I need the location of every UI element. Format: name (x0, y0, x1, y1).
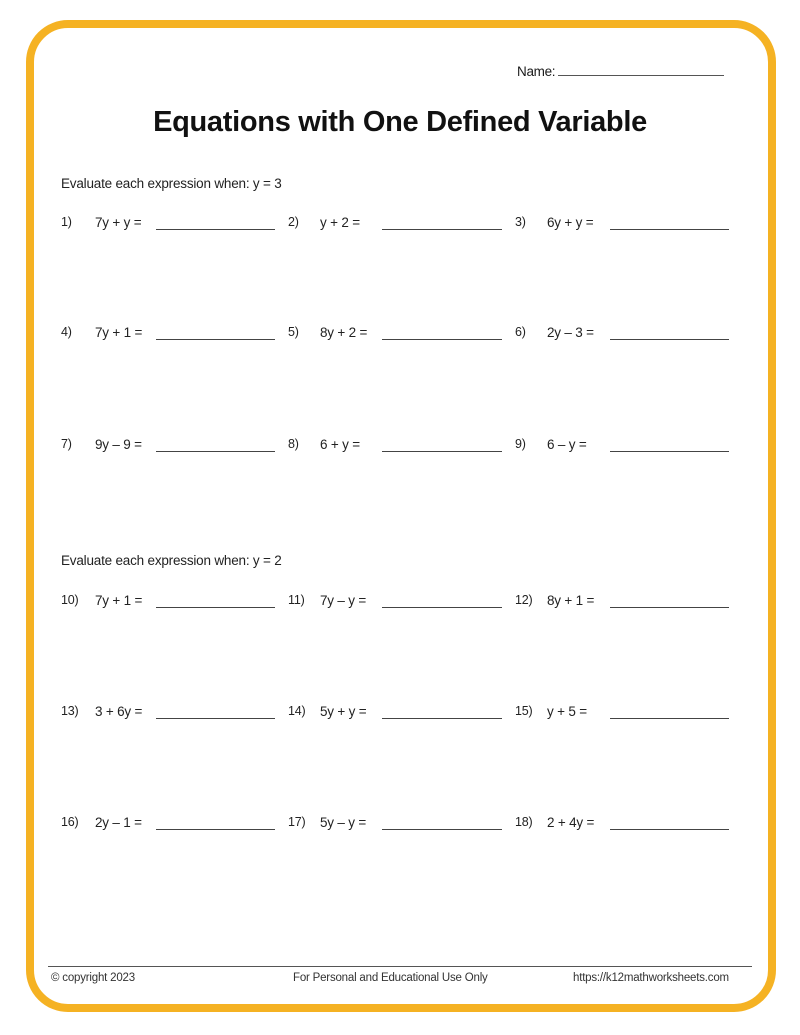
problem-expression: y + 2 = (320, 215, 360, 230)
problem-expression: 7y + y = (95, 215, 142, 230)
answer-blank[interactable] (382, 451, 502, 452)
answer-blank[interactable] (156, 829, 275, 830)
name-blank-line[interactable] (558, 63, 724, 76)
footer-copyright: © copyright 2023 (51, 972, 135, 984)
footer-divider (48, 966, 752, 967)
problem-expression: 6y + y = (547, 215, 594, 230)
problem-item (61, 325, 275, 343)
problem-expression: 7y + 1 = (95, 325, 143, 340)
worksheet-border (26, 20, 776, 1012)
footer-usage-note: For Personal and Educational Use Only (293, 972, 488, 984)
problem-expression: 7y + 1 = (95, 593, 143, 608)
name-label: Name: (517, 64, 556, 79)
answer-blank[interactable] (382, 718, 502, 719)
answer-blank[interactable] (382, 607, 502, 608)
problem-number: 15) (515, 704, 533, 718)
problem-item (61, 593, 275, 611)
problem-item (515, 815, 729, 833)
problem-number: 2) (288, 215, 299, 229)
problem-expression: 6 + y = (320, 437, 360, 452)
problem-item (515, 593, 729, 611)
problem-number: 10) (61, 593, 79, 607)
problem-number: 12) (515, 593, 533, 607)
answer-blank[interactable] (382, 339, 502, 340)
problem-expression: 5y + y = (320, 704, 367, 719)
problem-number: 17) (288, 815, 306, 829)
problem-number: 3) (515, 215, 526, 229)
name-field[interactable] (517, 63, 724, 79)
problem-expression: 2 + 4y = (547, 815, 595, 830)
problem-item (61, 815, 275, 833)
problem-number: 9) (515, 437, 526, 451)
problem-number: 4) (61, 325, 72, 339)
footer-url[interactable]: https://k12mathworksheets.com (573, 972, 729, 984)
problem-item (515, 437, 729, 455)
answer-blank[interactable] (156, 339, 275, 340)
answer-blank[interactable] (156, 229, 275, 230)
problem-item (61, 437, 275, 455)
problem-expression: 6 – y = (547, 437, 587, 452)
worksheet-title: Equations with One Defined Variable (153, 106, 647, 138)
problem-number: 18) (515, 815, 533, 829)
problem-expression: 2y – 3 = (547, 325, 594, 340)
problem-expression: 2y – 1 = (95, 815, 142, 830)
problem-number: 16) (61, 815, 79, 829)
section-1-instruction: Evaluate each expression when: y = 3 (61, 176, 282, 191)
problem-number: 13) (61, 704, 79, 718)
problem-number: 14) (288, 704, 306, 718)
section-2-instruction: Evaluate each expression when: y = 2 (61, 553, 282, 568)
problem-item (288, 325, 502, 343)
answer-blank[interactable] (610, 718, 729, 719)
problem-item (61, 215, 275, 233)
problem-number: 7) (61, 437, 72, 451)
answer-blank[interactable] (382, 829, 502, 830)
problem-expression: 5y – y = (320, 815, 367, 830)
answer-blank[interactable] (156, 718, 275, 719)
problem-item (288, 815, 502, 833)
problem-number: 5) (288, 325, 299, 339)
problem-number: 1) (61, 215, 72, 229)
problem-expression: y + 5 = (547, 704, 587, 719)
problem-item (288, 437, 502, 455)
answer-blank[interactable] (610, 229, 729, 230)
problem-expression: 7y – y = (320, 593, 367, 608)
problem-number: 11) (288, 593, 305, 607)
problem-item (288, 593, 502, 611)
answer-blank[interactable] (610, 829, 729, 830)
answer-blank[interactable] (156, 607, 275, 608)
problem-item (288, 215, 502, 233)
problem-item (61, 704, 275, 722)
problem-item (288, 704, 502, 722)
answer-blank[interactable] (610, 607, 729, 608)
problem-number: 6) (515, 325, 526, 339)
problem-expression: 8y + 2 = (320, 325, 368, 340)
problem-item (515, 215, 729, 233)
answer-blank[interactable] (156, 451, 275, 452)
problem-item (515, 325, 729, 343)
problem-item (515, 704, 729, 722)
answer-blank[interactable] (610, 451, 729, 452)
problem-expression: 9y – 9 = (95, 437, 142, 452)
problem-expression: 3 + 6y = (95, 704, 143, 719)
problem-expression: 8y + 1 = (547, 593, 595, 608)
answer-blank[interactable] (382, 229, 502, 230)
problem-number: 8) (288, 437, 299, 451)
answer-blank[interactable] (610, 339, 729, 340)
